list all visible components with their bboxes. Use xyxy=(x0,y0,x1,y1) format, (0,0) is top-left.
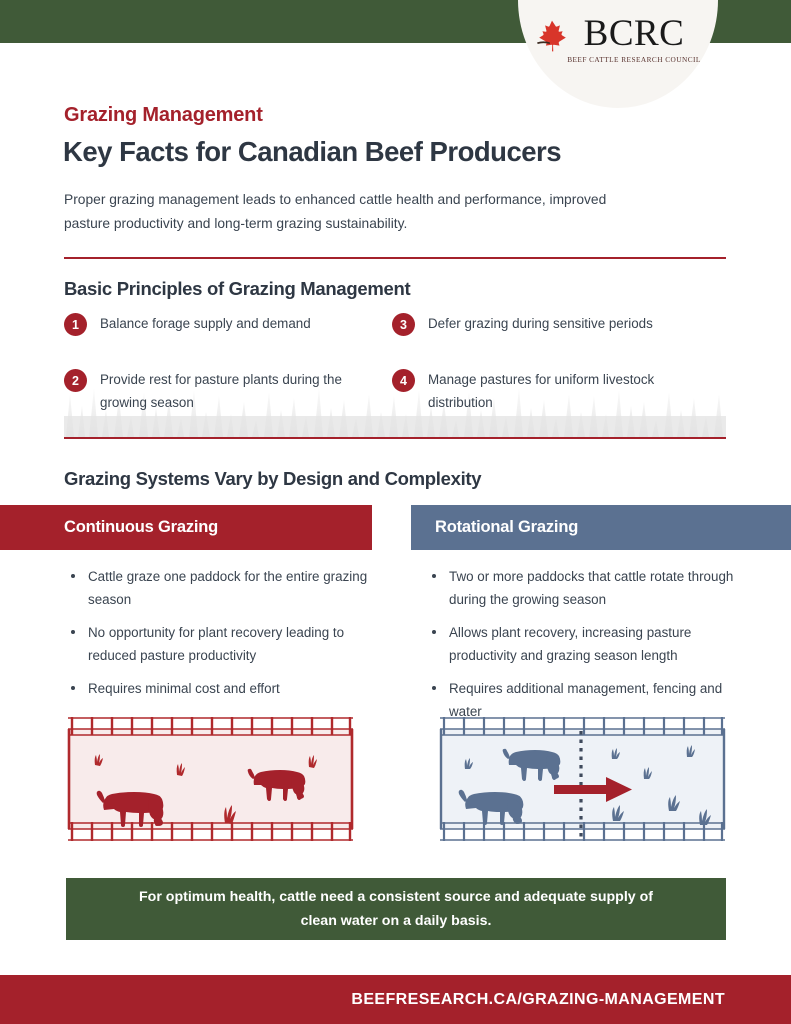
logo-lockup xyxy=(518,14,718,94)
water-callout-box xyxy=(66,878,726,940)
continuous-grazing-paddock-diagram xyxy=(64,713,357,845)
principles-heading: Basic Principles of Grazing Management xyxy=(64,278,411,299)
maple-leaf-icon xyxy=(535,18,569,54)
principle-item xyxy=(392,312,692,336)
logo-wordmark xyxy=(567,14,701,65)
page-title: Key Facts for Canadian Beef Producers xyxy=(63,136,562,167)
list-item: No opportunity for plant recovery leading to reduced pasture productivity xyxy=(64,621,374,667)
page-kicker: Grazing Management xyxy=(64,104,263,126)
principle-text: Manage pastures for uniform livestock distribution xyxy=(428,372,655,410)
principle-item xyxy=(64,312,364,336)
list-item: Requires additional management, fencing and water xyxy=(425,677,735,723)
footer-bar xyxy=(0,975,791,1024)
list-item: Cattle graze one paddock for the entire grazing season xyxy=(64,565,374,611)
principle-item xyxy=(64,368,364,414)
rotational-grazing-bullets xyxy=(425,565,735,733)
bcrc-logo xyxy=(518,0,718,108)
continuous-grazing-bullets xyxy=(64,565,374,710)
principle-number-badge: 2 xyxy=(64,369,87,392)
continuous-grazing-banner xyxy=(0,505,372,550)
list-item: Allows plant recovery, increasing pasture productivity and grazing season length xyxy=(425,621,735,667)
list-item: Two or more paddocks that cattle rotate through during the growing season xyxy=(425,565,735,611)
logo-full-name: BEEF CATTLE RESEARCH COUNCIL xyxy=(567,55,701,64)
principle-text: Provide rest for pasture plants during the growing season xyxy=(100,372,342,410)
continuous-grazing-banner-label: Continuous Grazing xyxy=(64,518,219,536)
principles-list xyxy=(64,312,726,430)
list-item: Requires minimal cost and effort xyxy=(64,677,374,700)
principle-number-badge: 4 xyxy=(392,369,415,392)
principle-text: Balance forage supply and demand xyxy=(100,316,311,331)
footer-url[interactable]: BEEFRESEARCH.CA/GRAZING-MANAGEMENT xyxy=(351,990,725,1008)
rotational-grazing-banner-label: Rotational Grazing xyxy=(435,518,579,536)
intro-paragraph: Proper grazing management leads to enhanced cattle health and performance, improved pasture productivity and long-term grazing sustainability. xyxy=(64,192,607,231)
divider-top xyxy=(64,257,726,259)
rotational-grazing-banner xyxy=(411,505,791,550)
callout-line-1: For optimum health, cattle need a consistent source and adequate supply of xyxy=(139,889,653,905)
principle-item xyxy=(392,368,692,414)
logo-acronym: BCRC xyxy=(583,13,685,54)
principle-number-badge: 3 xyxy=(392,313,415,336)
principle-number-badge: 1 xyxy=(64,313,87,336)
divider-bottom xyxy=(64,437,726,439)
systems-heading: Grazing Systems Vary by Design and Complexity xyxy=(64,468,482,489)
callout-line-2: clean water on a daily basis. xyxy=(300,913,492,929)
rotational-grazing-paddock-diagram xyxy=(436,713,729,845)
principle-text: Defer grazing during sensitive periods xyxy=(428,316,653,331)
